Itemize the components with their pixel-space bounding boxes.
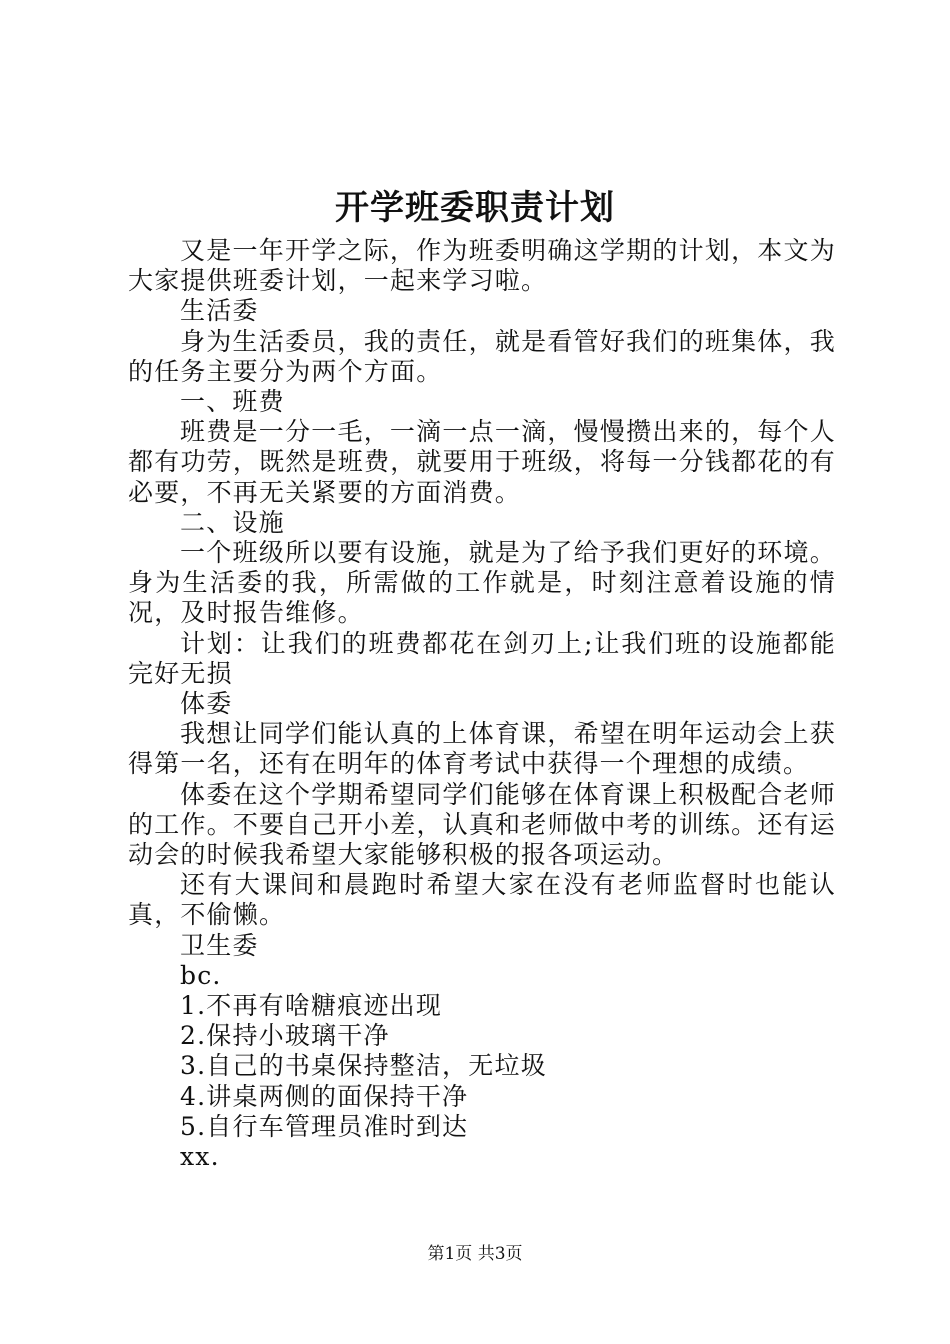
list-item: 1.不再有啥糖痕迹出现	[180, 991, 443, 1021]
section-heading: 一、班费	[180, 387, 285, 417]
paragraph: bc.	[180, 960, 222, 990]
paragraph: 身为生活委员，我的责任，就是看管好我们的班集体，我的任务主要分为两个方面。	[128, 326, 836, 386]
list-item: 2.保持小玻璃干净	[180, 1021, 390, 1051]
paragraph: 还有大课间和晨跑时希望大家在没有老师监督时也能认真，不偷懒。	[128, 870, 836, 930]
paragraph: 计划：让我们的班费都花在剑刃上;让我们班的设施都能完好无损	[128, 628, 836, 688]
page-footer: 第1页 共3页	[427, 1244, 523, 1264]
paragraph: xx.	[180, 1142, 220, 1172]
paragraph: 我想让同学们能认真的上体育课，希望在明年运动会上获得第一名，还有在明年的体育考试中获得一个理想的成绩。	[128, 719, 836, 779]
paragraph: 又是一年开学之际，作为班委明确这学期的计划，本文为大家提供班委计划，一起来学习啦。	[128, 236, 836, 296]
list-item: 4.讲桌两侧的面保持干净	[180, 1081, 469, 1111]
list-item: 5.自行车管理员准时到达	[180, 1111, 469, 1141]
document-body	[128, 236, 836, 1172]
section-heading: 二、设施	[180, 507, 285, 537]
paragraph: 班费是一分一毛，一滴一点一滴，慢慢攒出来的，每个人都有功劳，既然是班费，就要用于班级，将每一分钱都花的有必要，不再无关紧要的方面消费。	[128, 417, 836, 507]
section-heading: 生活委	[180, 296, 259, 326]
paragraph: 体委在这个学期希望同学们能够在体育课上积极配合老师的工作。不要自己开小差，认真和老师做中考的训练。还有运动会的时候我希望大家能够积极的报各项运动。	[128, 779, 836, 870]
section-heading: 卫生委	[180, 930, 259, 960]
paragraph: 一个班级所以要有设施，就是为了给予我们更好的环境。身为生活委的我，所需做的工作就是，时刻注意着设施的情况，及时报告维修。	[128, 538, 836, 628]
section-heading: 体委	[180, 689, 233, 719]
list-item: 3.自己的书桌保持整洁，无垃圾	[180, 1051, 547, 1081]
document-title: 开学班委职责计划	[335, 188, 615, 228]
